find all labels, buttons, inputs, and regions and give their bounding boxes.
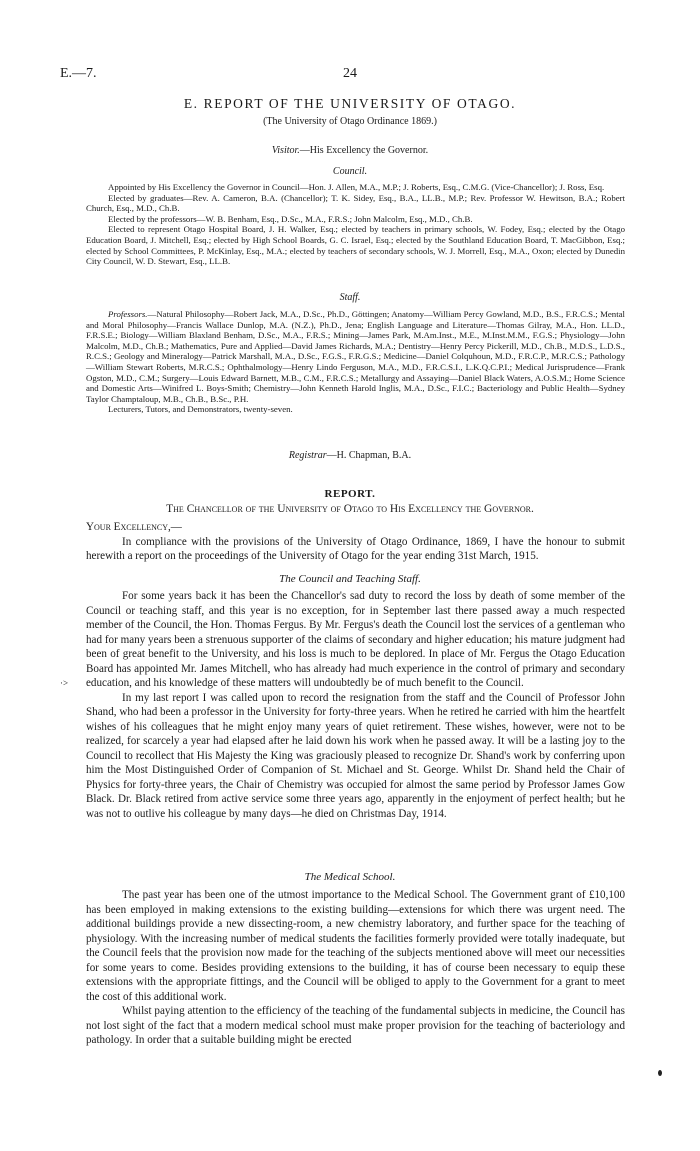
- body-paragraph: In my last report I was called upon to record the resignation from the staff and the Council of Professor John Shand, who had been a professor in the University for forty-three years. When he retired he carried with him the heartfelt wishes of his colleagues that he might enjoy many years of quiet retirement. These wishes, however, were not to be realized, for scarcely a year had elapsed after he laid down his work when he passed away. It will be a lasting joy to the Council to recollect that His Majesty the King was graciously pleased to recognize Dr. Shand's work by conferring upon him the Most Distinguished Order of Companion of St. Michael and St. George. Whilst Dr. Shand held the Chair of Physics for forty-three years, the Chair of Chemistry was occupied for almost the same period by Professor James Gow Black. Dr. Black retired from active service some three years ago, apparently in the enjoyment of perfect health; but he was not to outlive his colleague by many days—he died on Christmas Day, 1914.: [86, 691, 625, 820]
- medical-school-section: [86, 888, 625, 1048]
- council-paragraph: Elected to represent Otago Hospital Board, J. H. Walker, Esq.; elected by teachers in primary schools, W. Fodey, Esq.; elected by the Otago Education Board, J. Mitchell, Esq.; elected by High School Boards, G. C. Israel, Esq.; elected by the Southland Education Board, T. MacGibbon, Esq.; elected by School Committees, P. McKinlay, Esq., M.A.; elected by teachers of secondary schools, W. J. Morrell, Esq., M.A., Oxon; elected by Dunedin City Council, W. D. Stewart, Esq., LL.B.: [86, 224, 625, 267]
- body-paragraph: Whilst paying attention to the efficiency of the teaching of the fundamental subjects in medicine, the Council has not lost sight of the fact that a modern medical school must make proper provision for the teaching of bacteriology and pathology. In order that a suitable building might be erected: [86, 1005, 625, 1046]
- report-intro-block: [86, 520, 625, 564]
- ink-spot: [658, 1070, 662, 1076]
- salutation: Your Excellency,—: [86, 521, 182, 533]
- council-section: [86, 182, 625, 267]
- report-heading: REPORT.: [324, 488, 376, 500]
- page-number: 24: [343, 66, 357, 81]
- council-paragraph: Elected by graduates—Rev. A. Cameron, B.A. (Chancellor); T. K. Sidey, Esq., B.A., LL.B., M.P.; Rev. Professor W. Hewitson, B.A.; Robert Church, Esq., M.D., Ch.B.: [86, 192, 625, 214]
- visitor-text: —His Excellency the Governor.: [299, 145, 429, 156]
- margin-arrow-mark: ·>: [60, 678, 69, 688]
- medical-school-heading: The Medical School.: [304, 871, 396, 883]
- council-staff-heading: The Council and Teaching Staff.: [279, 573, 421, 585]
- report-title: E. REPORT OF THE UNIVERSITY OF OTAGO.: [183, 96, 517, 111]
- council-paragraph: Elected by the professors—W. B. Benham, Esq., D.Sc., M.A., F.R.S.; John Malcolm, Esq., M.D., Ch.B.: [108, 213, 473, 224]
- visitor-label: Visitor.: [271, 145, 300, 156]
- council-heading: Council.: [332, 166, 368, 177]
- professors-label: Professors.: [108, 309, 148, 319]
- council-paragraph: Appointed by His Excellency the Governor in Council—Hon. J. Allen, M.A., M.P.; J. Roberts, Esq., C.M.G. (Vice-Chancellor); J. Ross, Esq.: [108, 182, 605, 192]
- staff-heading: Staff.: [339, 292, 361, 303]
- registrar-text: —H. Chapman, B.A.: [326, 450, 412, 461]
- professors-text: —Natural Philosophy—Robert Jack, M.A., D.Sc., Ph.D., Göttingen; Anatomy—William Percy Gowland, M.D., B.S., F.R.C.S.; Mental and Moral Philosophy—Francis Wallace Dunlop, M.A. (N.Z.), Ph.D., Jena; English Language and Literature—Thomas Gilray, M.A., Hon. LL.D., F.R.S.E.; Biology—William Blaxland Benham, D.Sc., M.A., F.R.S.; Mining—James Park, M.Am.Inst., M.E., M.Inst.M.M., F.G.S.; Physiology—John Malcolm, M.D., Ch.B.; Mathematics, Pure and Applied—David James Richards, M.A.; Dentistry—Henry Percy Pickerill, M.D., Ch.B., M.D.S., L.D.S., R.C.S.; Geology and Mineralogy—Patrick Marshall, M.A., D.Sc., F.G.S., F.R.G.S.; Medicine—Daniel Colquhoun, M.D., F.R.C.P., M.R.C.S.; Pathology—William Stewart Roberts, M.R.C.S.; Ophthalmology—Henry Lindo Ferguson, M.A., M.D., F.R.C.S.I., L.K.Q.C.P.I.; Medical Jurisprudence—Frank Ogston, M.D., C.M.; Surgery—Louis Edward Barnett, M.B., C.M., F.R.C.S.; Metallurgy and Assaying—Daniel Black Waters, A.O.S.M.; Home Science and Domestic Arts—Winifred L. Boys-Smith; Chemistry—John Kenneth Harold Inglis, M.A., D.Sc., F.I.C.; Bacteriology and Public Health—Sydney Taylor Champtaloup, M.B., Ch.B., B.Sc., P.H.: [86, 309, 625, 404]
- lecturers-line: Lecturers, Tutors, and Demonstrators, twenty-seven.: [108, 404, 293, 415]
- professors-paragraph: [86, 309, 625, 404]
- report-subtitle: (The University of Otago Ordinance 1869.): [263, 116, 437, 127]
- visitor-line: [0, 145, 700, 156]
- body-paragraph: For some years back it has been the Chancellor's sad duty to record the loss by death of some member of the Council or teaching staff, and this year is no exception, for in September last there passed away a much respected member of the Council, the Hon. Thomas Fergus. By Mr. Fergus's death the Council lost the services of a gentleman who had for many years been a strenuous supporter of the claims of secondary and higher education; his mature judgment had been of great benefit to the University, and his loss is much to be deplored. In place of Mr. Fergus the Otago Education Board has appointed Mr. James Mitchell, who has already had much experience in the control of primary and secondary education, and his knowledge of these matters will undoubtedly be of much benefit to the Council.: [86, 590, 625, 689]
- body-paragraph: The past year has been one of the utmost importance to the Medical School. The Government grant of £10,100 has been employed in making extensions to the existing building—extensions for which there was urgent need. The additional buildings provide a new dissecting-room, a new chemistry laboratory, and further space for the teaching of physiology. With the increasing number of medical students the facilities formerly provided were totally inadequate, but the Council feels that the provision now made for the teaching of the subjects mentioned above will meet our necessities for some years to come. Besides providing extensions to the building, it has of course been necessary to equip these extensions with the appropriate fittings, and the Council will be obliged to apply to the Government for a grant to meet the cost of this additional work.: [86, 889, 625, 1003]
- council-staff-section: [86, 589, 625, 821]
- report-addressee: The Chancellor of the University of Otago to His Excellency the Governor.: [166, 503, 534, 515]
- intro-paragraph: In compliance with the provisions of the University of Otago Ordinance, 1869, I have the honour to submit herewith a report on the proceedings of the University of Otago for the year ending 31st March, 1915.: [86, 535, 625, 562]
- registrar-label: Registrar: [288, 450, 327, 461]
- staff-section: [86, 309, 625, 415]
- registrar-line: [0, 450, 700, 461]
- page-reference: E.—7.: [60, 66, 97, 81]
